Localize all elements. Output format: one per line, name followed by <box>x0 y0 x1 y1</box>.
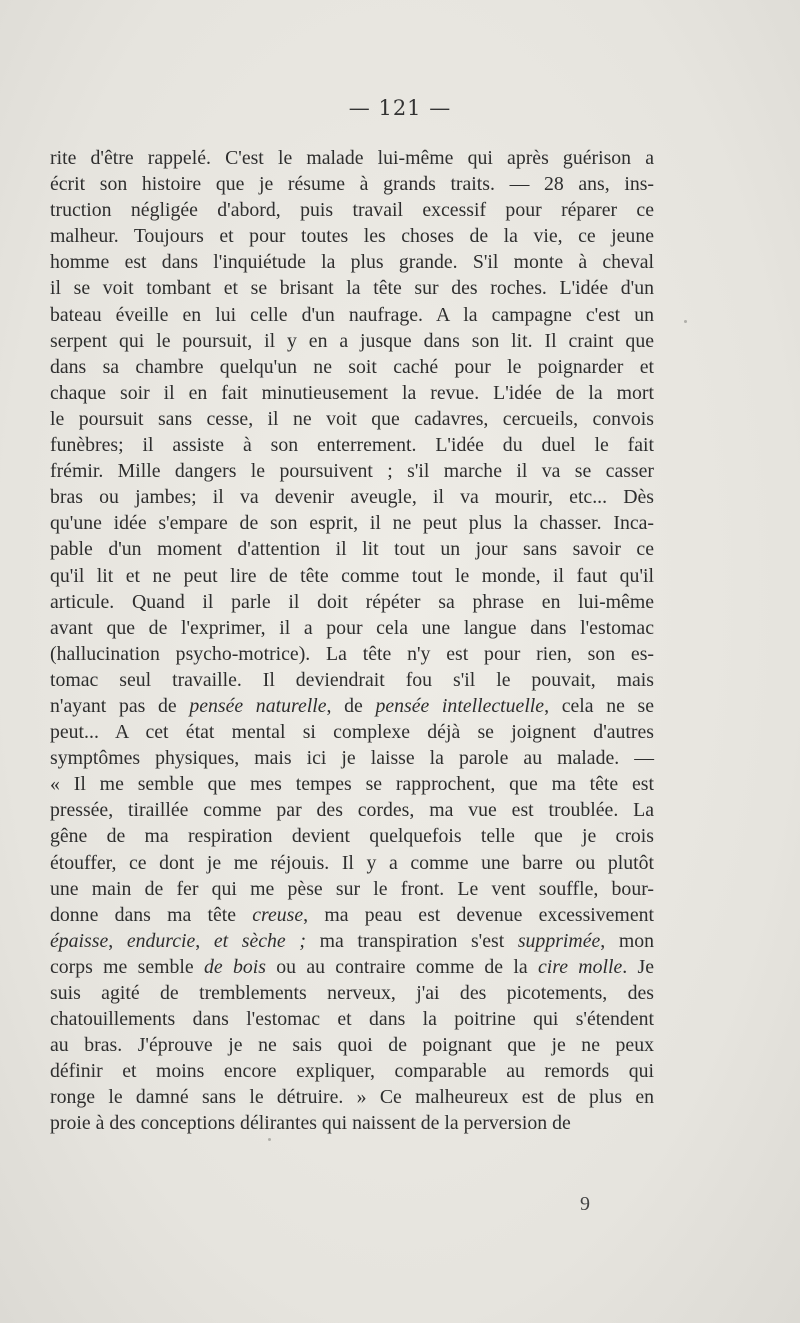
page-number: — 121 — <box>348 96 452 120</box>
text-line: définir et moins encore expliquer, comparable au remords qui <box>50 1060 654 1083</box>
italic-phrase: pensée intellectuelle <box>375 694 545 717</box>
italic-phrase: creuse <box>252 903 304 926</box>
text-line: ronge le damné sans le détruire. » Ce malheureux est de plus en <box>50 1086 654 1109</box>
italic-phrase: pensée naturelle <box>189 694 327 717</box>
text-line: bras ou jambes; il va devenir aveugle, il va mourir, etc... Dès <box>50 486 654 509</box>
text-line: n'ayant pas de pensée naturelle, de pensée intellectuelle, cela ne se <box>50 694 655 717</box>
italic-phrase: de bois <box>203 955 266 978</box>
text-line: proie à des conceptions délirantes qui naissent de la perversion de <box>50 1112 571 1135</box>
text-line: homme est dans l'inquiétude la plus grande. S'il monte à cheval <box>50 251 654 274</box>
text-line: frémir. Mille dangers le poursuivent ; s'il marche il va se casser <box>50 460 654 483</box>
text-line: symptômes physiques, mais ici je laisse la parole au malade. — <box>50 747 654 770</box>
paper-speck <box>268 1138 271 1141</box>
text-line: une main de fer qui me pèse sur le front. Le vent souffle, bour- <box>50 877 654 900</box>
text-line: le poursuit sans cesse, il ne voit que cadavres, cercueils, convois <box>50 407 654 430</box>
text-line: écrit son histoire que je résume à grands traits. — 28 ans, ins- <box>50 173 654 196</box>
text-line: serpent qui le poursuit, il y en a jusque dans son lit. Il craint que <box>50 329 654 352</box>
text-line: pressée, tiraillée comme par des cordes, ma vue est troublée. La <box>50 799 654 822</box>
italic-phrase: cire molle <box>537 955 623 978</box>
text-line: épaisse, endurcie, et sèche ; ma transpiration s'est supprimée, mon <box>50 929 655 952</box>
italic-phrase: endurcie <box>126 929 196 952</box>
text-line: avant que de l'exprimer, il a pour cela une langue dans l'estomac <box>50 616 654 639</box>
text-line: dans sa chambre quelqu'un ne soit caché pour le poignarder et <box>50 355 654 378</box>
text-line: gêne de ma respiration devient quelquefois telle que je crois <box>50 825 654 848</box>
text-line: suis agité de tremblements nerveux, j'ai des picotements, des <box>50 982 654 1004</box>
text-line: donne dans ma tête creuse, ma peau est devenue excessivement <box>50 903 654 926</box>
italic-phrase: supprimée <box>517 929 601 952</box>
signature-mark: 9 <box>580 1193 590 1215</box>
text-line: (hallucination psycho-motrice). La tête n'y est pour rien, son es- <box>50 642 654 665</box>
text-line: « Il me semble que mes tempes se rapprochent, que ma tête est <box>50 773 654 796</box>
paper-speck <box>684 320 687 323</box>
text-line: bateau éveille en lui celle d'un naufrage. A la campagne c'est un <box>50 303 654 326</box>
text-line: au bras. J'éprouve je ne sais quoi de poignant que je ne peux <box>50 1034 654 1057</box>
text-line: étouffer, ce dont je me réjouis. Il y a comme une barre ou plutôt <box>50 851 654 874</box>
text-line: il se voit tombant et se brisant la tête sur des roches. L'idée d'un <box>50 277 654 300</box>
text-line: rite d'être rappelé. C'est le malade lui-même qui après guérison a <box>50 147 654 169</box>
text-line: chatouillements dans l'estomac et dans la poitrine qui s'étendent <box>50 1008 654 1031</box>
text-line: funèbres; il assiste à son enterrement. L'idée du duel le fait <box>50 434 654 457</box>
text-line: chaque soir il en fait minutieusement la revue. L'idée de la mort <box>50 381 654 404</box>
italic-phrase: épaisse <box>50 929 109 952</box>
text-line: peut... A cet état mental si complexe déjà se joignent d'autres <box>50 721 654 744</box>
text-line: malheur. Toujours et pour toutes les choses de la vie, ce jeune <box>50 225 654 248</box>
text-line: truction négligée d'abord, puis travail excessif pour réparer ce <box>50 199 654 222</box>
text-line: articule. Quand il parle il doit répéter sa phrase en lui-même <box>50 590 654 613</box>
body-text <box>50 145 654 1137</box>
text-line: tomac seul travaille. Il deviendrait fou s'il le pouvait, mais <box>50 668 654 691</box>
text-line: qu'il lit et ne peut lire de tête comme tout le monde, il faut qu'il <box>50 564 654 587</box>
text-line: pable d'un moment d'attention il lit tout un jour sans savoir ce <box>50 538 654 561</box>
text-line: corps me semble de bois ou au contraire comme de la cire molle. Je <box>50 955 654 978</box>
italic-phrase: et sèche ; <box>213 929 306 952</box>
text-line: qu'une idée s'empare de son esprit, il ne peut plus la chasser. Inca- <box>50 512 654 535</box>
